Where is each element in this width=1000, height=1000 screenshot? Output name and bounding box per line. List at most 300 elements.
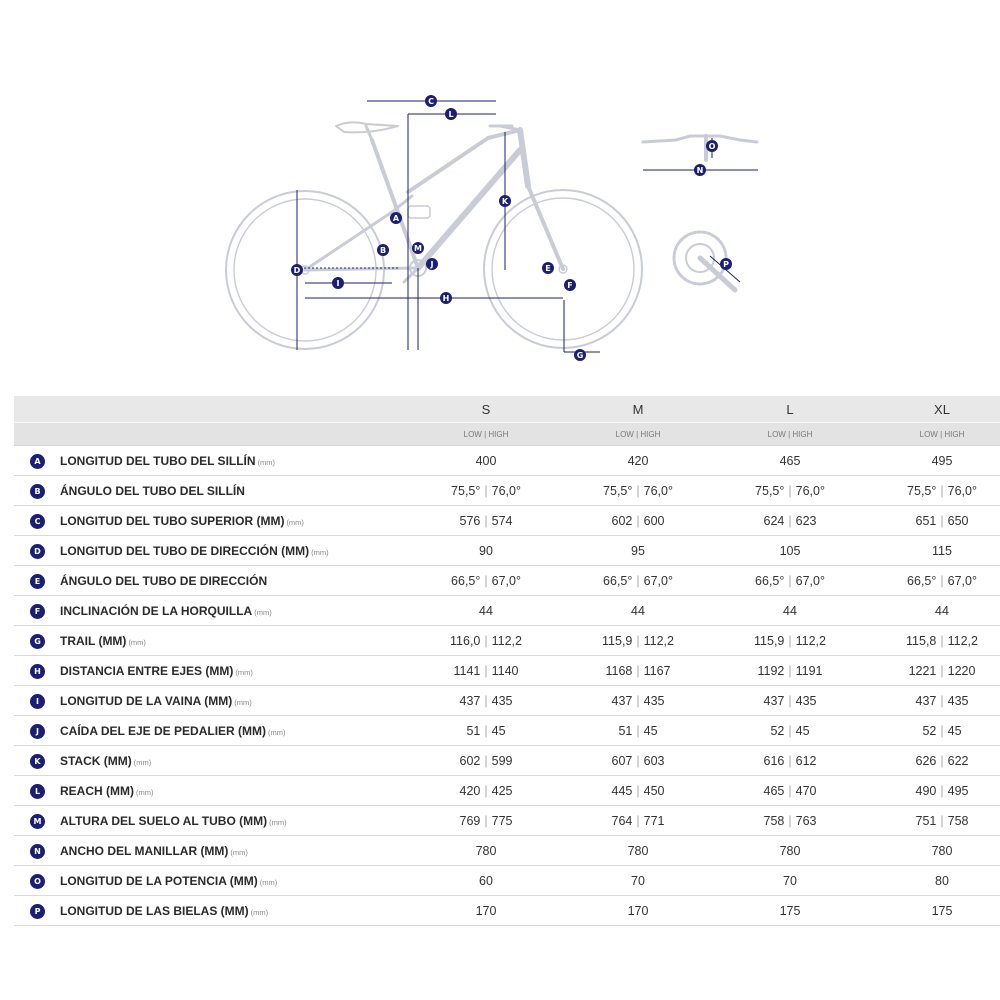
low-value: 115,8	[906, 633, 937, 648]
row-badge-cell	[14, 686, 60, 716]
geometry-row	[14, 476, 1000, 506]
low-high-separator: |	[940, 783, 944, 798]
diagram-badge	[426, 258, 438, 270]
size-value-cell	[410, 596, 562, 626]
diagram-letter-badges	[291, 95, 732, 361]
low-value: 75,5°	[907, 483, 937, 498]
geometry-row	[14, 686, 1000, 716]
unit-label: (mm)	[268, 727, 286, 737]
unit-label: (mm)	[254, 607, 272, 617]
diagram-badge-letter: H	[442, 294, 450, 303]
high-value: 76,0°	[947, 483, 977, 498]
size-value-cell	[866, 686, 1000, 716]
geometry-row	[14, 656, 1000, 686]
low-high-separator: |	[484, 573, 488, 588]
size-value-cell	[562, 626, 714, 656]
measurement-label: ÁNGULO DEL TUBO DE DIRECCIÓN	[60, 573, 268, 588]
high-value: 435	[491, 693, 513, 708]
size-value-cell	[410, 536, 562, 566]
dimension-letter-badge: N	[30, 844, 45, 859]
high-value: 112,2	[795, 633, 826, 648]
low-high-separator: |	[940, 813, 944, 828]
size-value-cell	[866, 626, 1000, 656]
size-value-cell	[866, 746, 1000, 776]
low-high-separator: |	[484, 663, 488, 678]
handlebar-detail	[643, 136, 757, 160]
low-high-label: LOW | HIGH	[410, 423, 562, 446]
high-value: 775	[491, 813, 513, 828]
high-value: 435	[643, 693, 665, 708]
low-value: 66,5°	[907, 573, 937, 588]
dimension-letter-badge: E	[30, 574, 45, 589]
size-value-cell	[410, 746, 562, 776]
value: 115	[932, 543, 952, 558]
measurement-label: LONGITUD DEL TUBO DEL SILLÍN	[60, 453, 256, 468]
size-header-xl: XL	[866, 396, 1000, 423]
size-value-cell	[866, 446, 1000, 476]
low-high-separator: |	[484, 753, 488, 768]
header-spacer	[14, 396, 60, 423]
diagram-badge-letter: I	[336, 279, 340, 288]
size-value-cell	[866, 536, 1000, 566]
low-high-separator: |	[484, 783, 488, 798]
value: 420	[627, 453, 649, 468]
row-badge-cell	[14, 506, 60, 536]
diagram-badge-letter: J	[430, 260, 434, 269]
high-value: 470	[795, 783, 817, 798]
value: 495	[931, 453, 953, 468]
size-value-cell	[410, 476, 562, 506]
high-value: 76,0°	[795, 483, 825, 498]
size-value-cell	[562, 896, 714, 926]
row-badge-cell	[14, 446, 60, 476]
high-value: 771	[643, 813, 665, 828]
size-value-cell	[714, 476, 866, 506]
measurement-label: LONGITUD DEL TUBO SUPERIOR (MM)	[60, 513, 285, 528]
diagram-badge	[694, 164, 706, 176]
low-value: 52	[770, 723, 785, 738]
measurement-label: ÁNGULO DEL TUBO DEL SILLÍN	[60, 483, 245, 498]
low-high-separator: |	[788, 813, 792, 828]
row-badge-cell	[14, 566, 60, 596]
dimension-letter-badge: H	[30, 664, 45, 679]
subheader-spacer	[60, 423, 410, 446]
high-value: 435	[795, 693, 817, 708]
size-value-cell	[714, 626, 866, 656]
low-high-separator: |	[788, 753, 792, 768]
size-value-cell	[562, 806, 714, 836]
geometry-row	[14, 896, 1000, 926]
size-value-cell	[410, 776, 562, 806]
size-value-cell	[714, 896, 866, 926]
low-value: 607	[611, 753, 633, 768]
size-value-cell	[866, 476, 1000, 506]
size-value-cell	[410, 566, 562, 596]
low-value: 764	[611, 813, 633, 828]
size-value-cell	[714, 716, 866, 746]
diagram-badge	[720, 258, 732, 270]
unit-label: (mm)	[286, 517, 304, 527]
high-value: 495	[947, 783, 969, 798]
measurement-label: ALTURA DEL SUELO AL TUBO (MM)	[60, 813, 268, 828]
size-value-cell	[410, 686, 562, 716]
low-value: 758	[763, 813, 785, 828]
diagram-badge-letter: G	[576, 351, 584, 360]
measurement-label-cell	[60, 566, 410, 596]
value: 44	[631, 603, 645, 618]
diagram-badge-letter: A	[392, 214, 400, 223]
high-value: 622	[947, 753, 969, 768]
diagram-badge	[574, 349, 586, 361]
low-value: 1221	[908, 663, 937, 678]
size-value-cell	[714, 506, 866, 536]
size-value-cell	[866, 776, 1000, 806]
geometry-row	[14, 566, 1000, 596]
dimension-letter-badge: G	[30, 634, 45, 649]
size-value-cell	[714, 746, 866, 776]
geometry-row	[14, 446, 1000, 476]
low-value: 602	[611, 513, 633, 528]
low-high-separator: |	[636, 723, 640, 738]
size-value-cell	[866, 866, 1000, 896]
low-high-separator: |	[788, 663, 792, 678]
high-value: 435	[947, 693, 969, 708]
size-value-cell	[866, 506, 1000, 536]
low-value: 116,0	[450, 633, 481, 648]
diagram-badge	[706, 140, 718, 152]
diagram-badge	[377, 244, 389, 256]
size-value-cell	[866, 716, 1000, 746]
high-value: 599	[491, 753, 513, 768]
low-high-separator: |	[636, 573, 640, 588]
diagram-badge-letter: K	[501, 197, 509, 206]
value: 780	[931, 843, 953, 858]
dimension-letter-badge: L	[30, 784, 45, 799]
size-value-cell	[410, 836, 562, 866]
geometry-row	[14, 626, 1000, 656]
value: 90	[479, 543, 493, 558]
low-high-separator: |	[940, 663, 944, 678]
diagram-badge-letter: B	[379, 246, 387, 255]
low-high-separator: |	[788, 723, 792, 738]
diagram-badge-letter: C	[428, 97, 434, 106]
geometry-row	[14, 506, 1000, 536]
measurement-label-cell	[60, 596, 410, 626]
low-value: 651	[915, 513, 937, 528]
diagram-badge	[390, 212, 402, 224]
high-value: 76,0°	[491, 483, 521, 498]
measurement-label-cell	[60, 446, 410, 476]
row-badge-cell	[14, 596, 60, 626]
low-value: 420	[459, 783, 481, 798]
size-value-cell	[562, 656, 714, 686]
value: 44	[935, 603, 949, 618]
high-value: 650	[947, 513, 969, 528]
value: 44	[783, 603, 797, 618]
low-high-separator: |	[636, 813, 640, 828]
low-high-separator: |	[484, 723, 488, 738]
size-value-cell	[866, 596, 1000, 626]
low-high-separator: |	[636, 693, 640, 708]
diagram-badge	[440, 292, 452, 304]
low-value: 751	[915, 813, 937, 828]
value: 780	[475, 843, 497, 858]
diagram-badge-letter: P	[723, 260, 729, 269]
measurement-label: STACK (MM)	[60, 753, 132, 768]
size-value-cell	[866, 566, 1000, 596]
low-high-separator: |	[788, 573, 792, 588]
value: 780	[779, 843, 801, 858]
geometry-row	[14, 836, 1000, 866]
low-value: 66,5°	[755, 573, 785, 588]
size-value-cell	[714, 446, 866, 476]
row-badge-cell	[14, 866, 60, 896]
high-value: 45	[643, 723, 658, 738]
value: 170	[475, 903, 497, 918]
size-value-cell	[562, 746, 714, 776]
size-header-row	[14, 396, 1000, 423]
unit-label: (mm)	[136, 787, 154, 797]
low-high-separator: |	[940, 633, 944, 648]
low-high-separator: |	[940, 693, 944, 708]
dimension-letter-badge: J	[30, 724, 45, 739]
low-high-separator: |	[788, 693, 792, 708]
header-spacer	[60, 396, 410, 423]
value: 175	[779, 903, 801, 918]
unit-label: (mm)	[250, 907, 269, 917]
size-value-cell	[562, 476, 714, 506]
value: 465	[779, 453, 801, 468]
high-value: 67,0°	[795, 573, 825, 588]
low-high-separator: |	[636, 633, 640, 648]
measurement-label: CAÍDA DEL EJE DE PEDALIER (MM)	[60, 723, 267, 738]
unit-label: (mm)	[230, 847, 248, 857]
value: 70	[631, 873, 645, 888]
high-value: 612	[795, 753, 817, 768]
row-badge-cell	[14, 896, 60, 926]
size-value-cell	[562, 536, 714, 566]
value: 60	[479, 873, 493, 888]
size-value-cell	[714, 686, 866, 716]
row-badge-cell	[14, 626, 60, 656]
size-value-cell	[562, 866, 714, 896]
row-badge-cell	[14, 746, 60, 776]
size-value-cell	[562, 446, 714, 476]
high-value: 45	[795, 723, 810, 738]
value: 95	[631, 543, 645, 558]
measurement-label-cell	[60, 866, 410, 896]
size-value-cell	[714, 596, 866, 626]
measurement-label: LONGITUD DEL TUBO DE DIRECCIÓN (MM)	[60, 543, 310, 558]
dimension-letter-badge: M	[30, 814, 45, 829]
high-value: 603	[643, 753, 665, 768]
low-high-separator: |	[788, 513, 792, 528]
low-value: 75,5°	[451, 483, 481, 498]
low-value: 602	[459, 753, 481, 768]
high-value: 1220	[947, 663, 976, 678]
value: 105	[779, 543, 801, 558]
row-badge-cell	[14, 536, 60, 566]
low-high-separator: |	[484, 483, 488, 498]
size-header-s: S	[410, 396, 562, 423]
measurement-label-cell	[60, 656, 410, 686]
dimension-letter-badge: C	[30, 514, 45, 529]
low-high-separator: |	[940, 573, 944, 588]
row-badge-cell	[14, 836, 60, 866]
low-high-separator: |	[940, 483, 944, 498]
dimension-letter-badge: F	[30, 604, 45, 619]
size-value-cell	[410, 896, 562, 926]
size-value-cell	[562, 836, 714, 866]
low-value: 51	[618, 723, 633, 738]
size-value-cell	[410, 656, 562, 686]
low-high-subheader-row	[14, 423, 1000, 446]
high-value: 112,2	[947, 633, 978, 648]
measurement-label-cell	[60, 506, 410, 536]
high-value: 425	[491, 783, 513, 798]
low-high-separator: |	[484, 813, 488, 828]
size-value-cell	[714, 866, 866, 896]
low-value: 115,9	[602, 633, 633, 648]
value: 70	[783, 873, 797, 888]
dimension-letter-badge: I	[30, 694, 45, 709]
geometry-row	[14, 746, 1000, 776]
geometry-row	[14, 776, 1000, 806]
size-header-l: L	[714, 396, 866, 423]
unit-label: (mm)	[235, 667, 253, 677]
low-value: 490	[915, 783, 937, 798]
low-high-separator: |	[788, 633, 792, 648]
unit-label: (mm)	[133, 757, 152, 767]
size-value-cell	[714, 836, 866, 866]
size-value-cell	[410, 506, 562, 536]
diagram-badge-letter: E	[545, 264, 551, 273]
measurement-label: REACH (MM)	[60, 783, 134, 798]
diagram-badge-letter: D	[293, 266, 301, 275]
low-value: 115,9	[754, 633, 785, 648]
unit-label: (mm)	[311, 547, 329, 557]
high-value: 574	[491, 513, 513, 528]
size-value-cell	[866, 896, 1000, 926]
low-high-separator: |	[940, 723, 944, 738]
low-high-label: LOW | HIGH	[866, 423, 1000, 446]
dimension-letter-badge: B	[30, 484, 45, 499]
low-value: 66,5°	[451, 573, 481, 588]
low-high-separator: |	[484, 633, 488, 648]
diagram-badge-letter: M	[414, 244, 422, 253]
low-high-separator: |	[788, 783, 792, 798]
low-high-label: LOW | HIGH	[714, 423, 866, 446]
high-value: 600	[643, 513, 665, 528]
low-high-separator: |	[636, 663, 640, 678]
size-value-cell	[410, 446, 562, 476]
unit-label: (mm)	[269, 817, 287, 827]
low-value: 616	[763, 753, 785, 768]
dimension-letter-badge: P	[30, 904, 45, 919]
measurement-label-cell	[60, 806, 410, 836]
high-value: 1191	[795, 663, 823, 678]
measurement-label: LONGITUD DE LA VAINA (MM)	[60, 693, 233, 708]
diagram-badge-letter: F	[567, 281, 573, 290]
geometry-row	[14, 806, 1000, 836]
size-value-cell	[562, 686, 714, 716]
low-value: 437	[611, 693, 633, 708]
low-value: 1192	[757, 663, 785, 678]
low-value: 624	[763, 513, 785, 528]
diagram-badge-letter: O	[708, 142, 716, 151]
size-value-cell	[714, 776, 866, 806]
diagram-badge	[542, 262, 554, 274]
measurement-label: INCLINACIÓN DE LA HORQUILLA	[60, 603, 253, 618]
size-value-cell	[866, 836, 1000, 866]
high-value: 45	[947, 723, 962, 738]
measurement-label-cell	[60, 836, 410, 866]
high-value: 450	[643, 783, 665, 798]
size-value-cell	[714, 536, 866, 566]
low-high-separator: |	[636, 513, 640, 528]
high-value: 112,2	[491, 633, 522, 648]
unit-label: (mm)	[259, 877, 278, 887]
geometry-row	[14, 536, 1000, 566]
size-value-cell	[562, 566, 714, 596]
size-value-cell	[410, 716, 562, 746]
diagram-badge	[425, 95, 437, 107]
low-high-label: LOW | HIGH	[562, 423, 714, 446]
diagram-badge	[445, 108, 457, 120]
row-badge-cell	[14, 476, 60, 506]
geometry-row	[14, 866, 1000, 896]
size-value-cell	[410, 626, 562, 656]
low-value: 437	[763, 693, 785, 708]
low-high-separator: |	[484, 513, 488, 528]
size-value-cell	[714, 656, 866, 686]
measurement-label: LONGITUD DE LA POTENCIA (MM)	[60, 873, 258, 888]
row-badge-cell	[14, 716, 60, 746]
low-value: 75,5°	[755, 483, 785, 498]
measurement-label-cell	[60, 896, 410, 926]
row-badge-cell	[14, 656, 60, 686]
diagram-badge-letter: N	[696, 166, 704, 175]
geometry-row	[14, 596, 1000, 626]
dimension-letter-badge: A	[30, 454, 45, 469]
low-value: 66,5°	[603, 573, 633, 588]
low-value: 437	[915, 693, 937, 708]
dimension-lines	[297, 101, 600, 352]
measurement-label-cell	[60, 626, 410, 656]
diagram-badge	[412, 242, 424, 254]
bike-geometry-diagram	[0, 0, 1000, 390]
measurement-label: DISTANCIA ENTRE EJES (MM)	[60, 663, 234, 678]
high-value: 1140	[491, 663, 519, 678]
size-header-m: M	[562, 396, 714, 423]
high-value: 112,2	[643, 633, 674, 648]
high-value: 67,0°	[491, 573, 521, 588]
value: 170	[627, 903, 649, 918]
measurement-label-cell	[60, 776, 410, 806]
low-value: 626	[915, 753, 937, 768]
diagram-badge	[564, 279, 576, 291]
size-value-cell	[866, 806, 1000, 836]
size-value-cell	[714, 566, 866, 596]
geometry-table-body	[14, 446, 1000, 926]
low-value: 75,5°	[603, 483, 633, 498]
measurement-label-cell	[60, 746, 410, 776]
high-value: 758	[947, 813, 969, 828]
low-value: 52	[922, 723, 937, 738]
size-value-cell	[562, 716, 714, 746]
value: 780	[627, 843, 649, 858]
unit-label: (mm)	[128, 637, 146, 647]
